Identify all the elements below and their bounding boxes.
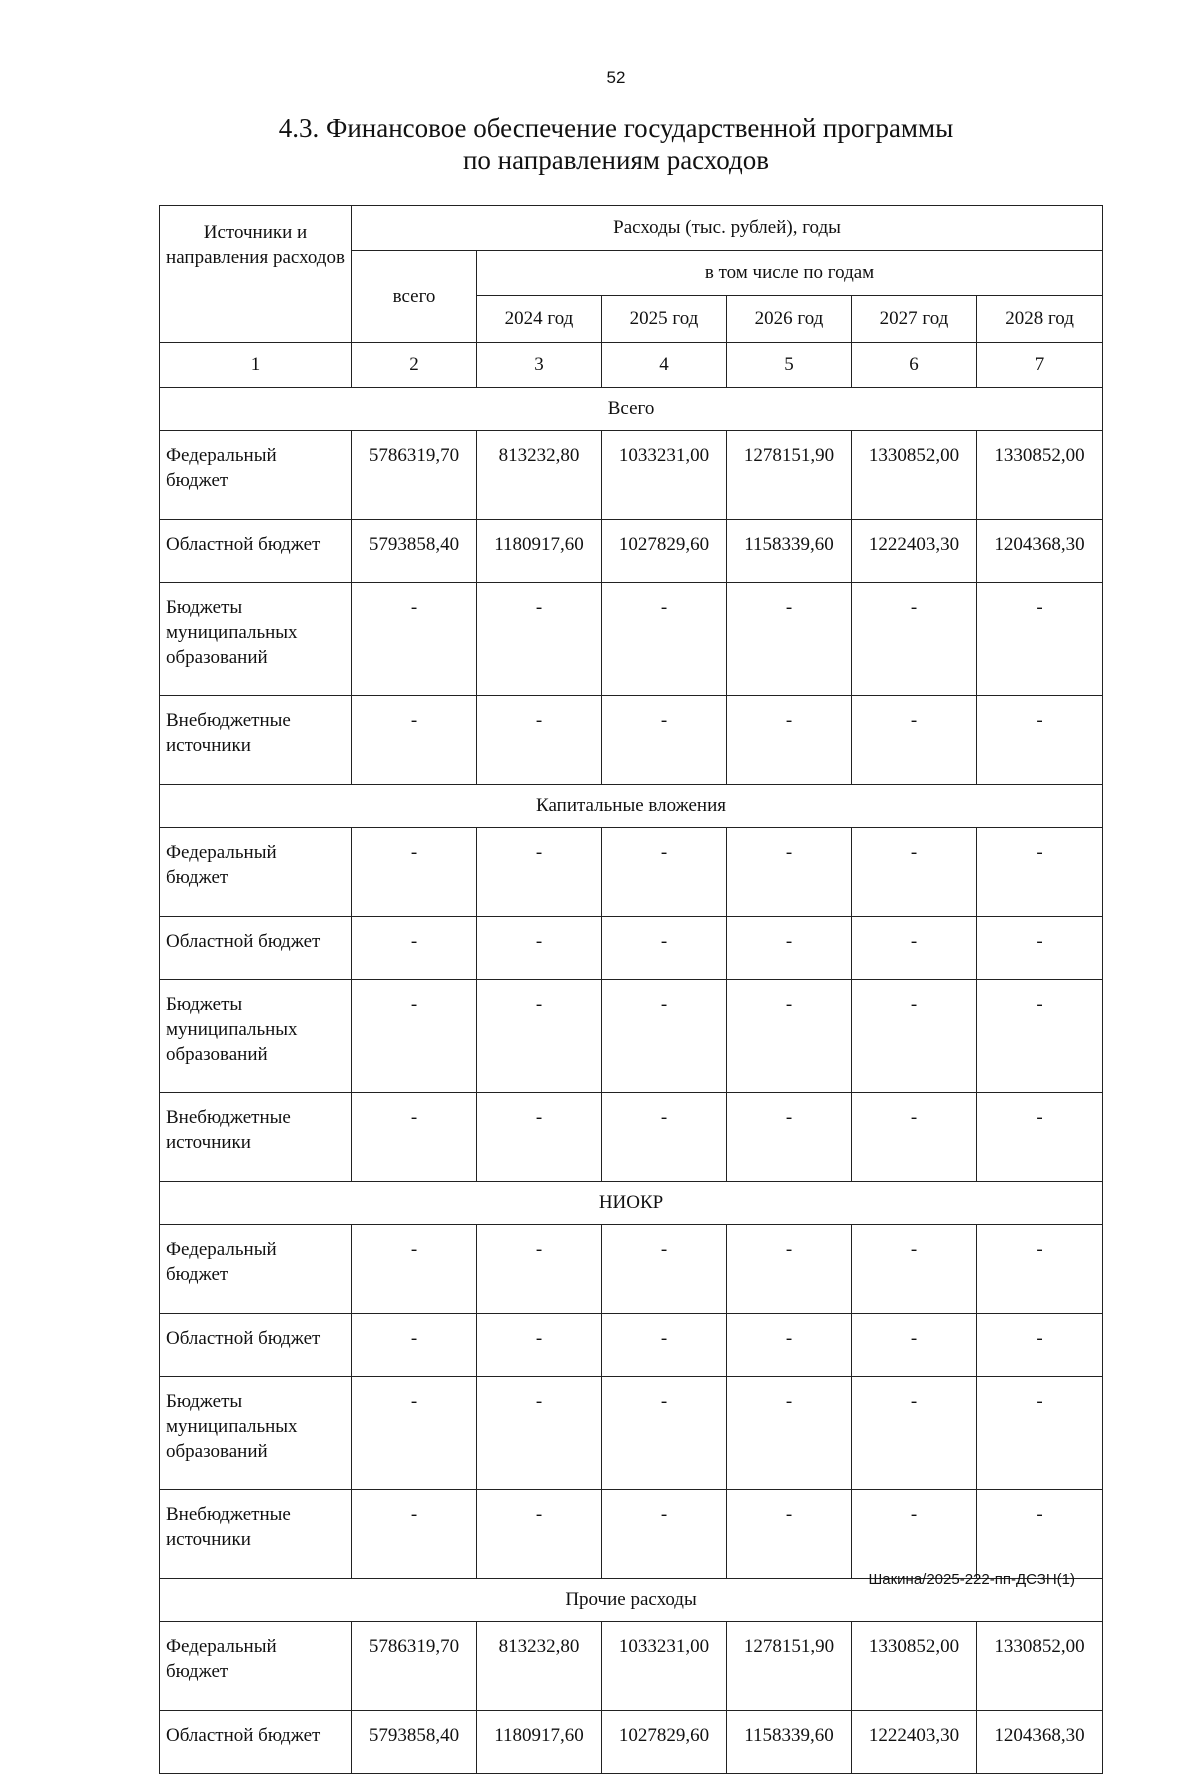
value-cell: -: [602, 1490, 727, 1579]
value-cell: -: [852, 1093, 977, 1182]
column-number: 5: [727, 343, 852, 388]
value-cell: 1330852,00: [852, 431, 977, 520]
value-cell: -: [477, 917, 602, 980]
value-cell: 1204368,30: [977, 1711, 1103, 1774]
value-cell: -: [477, 980, 602, 1093]
value-cell: -: [852, 1377, 977, 1490]
value-cell: -: [602, 696, 727, 785]
row-label: Областной бюджет: [160, 1711, 352, 1774]
value-cell: -: [477, 828, 602, 917]
section-title: Всего: [160, 388, 1103, 431]
value-cell: 1027829,60: [602, 520, 727, 583]
value-cell: -: [852, 1490, 977, 1579]
value-cell: 813232,80: [477, 431, 602, 520]
value-cell: -: [727, 1490, 852, 1579]
table-row: [160, 1093, 1103, 1182]
table-row: [160, 583, 1103, 696]
header-total: всего: [352, 251, 477, 343]
value-cell: 1204368,30: [977, 520, 1103, 583]
column-number: 4: [602, 343, 727, 388]
table-row: [160, 696, 1103, 785]
row-label: Областной бюджет: [160, 1314, 352, 1377]
value-cell: -: [727, 696, 852, 785]
section-header-row: [160, 785, 1103, 828]
value-cell: -: [852, 1314, 977, 1377]
section-header-row: [160, 388, 1103, 431]
value-cell: -: [352, 980, 477, 1093]
section-title: Прочие расходы: [160, 1579, 1103, 1622]
value-cell: -: [852, 917, 977, 980]
table-row: [160, 520, 1103, 583]
value-cell: -: [977, 1093, 1103, 1182]
value-cell: 1033231,00: [602, 1622, 727, 1711]
value-cell: -: [977, 1490, 1103, 1579]
value-cell: -: [852, 1225, 977, 1314]
column-number: 1: [160, 343, 352, 388]
value-cell: -: [602, 583, 727, 696]
value-cell: 1330852,00: [977, 431, 1103, 520]
value-cell: -: [727, 828, 852, 917]
financing-table: [159, 205, 1103, 1774]
value-cell: 1330852,00: [852, 1622, 977, 1711]
value-cell: -: [602, 917, 727, 980]
value-cell: -: [352, 1490, 477, 1579]
row-label: Областной бюджет: [160, 917, 352, 980]
value-cell: -: [727, 917, 852, 980]
row-label: Федеральный бюджет: [160, 1622, 352, 1711]
value-cell: -: [477, 696, 602, 785]
value-cell: -: [477, 583, 602, 696]
value-cell: 5793858,40: [352, 1711, 477, 1774]
value-cell: -: [477, 1377, 602, 1490]
value-cell: -: [852, 583, 977, 696]
page-title: [0, 112, 1200, 176]
table-row: [160, 917, 1103, 980]
column-number: 3: [477, 343, 602, 388]
column-number: 2: [352, 343, 477, 388]
value-cell: -: [352, 1314, 477, 1377]
value-cell: -: [977, 1377, 1103, 1490]
row-label: Внебюджетные источники: [160, 696, 352, 785]
value-cell: -: [352, 1225, 477, 1314]
value-cell: -: [977, 1225, 1103, 1314]
value-cell: -: [477, 1314, 602, 1377]
value-cell: 1222403,30: [852, 520, 977, 583]
value-cell: -: [977, 828, 1103, 917]
value-cell: -: [352, 917, 477, 980]
value-cell: -: [352, 828, 477, 917]
table-row: [160, 1622, 1103, 1711]
header-year: 2028 год: [977, 296, 1103, 343]
value-cell: -: [352, 1093, 477, 1182]
value-cell: 1278151,90: [727, 1622, 852, 1711]
header-sources: Источники и направления расходов: [160, 206, 352, 343]
document-footer-code: Шакина/2025-222-пп-ДСЗН(1): [868, 1571, 1075, 1588]
value-cell: -: [352, 583, 477, 696]
row-label: Федеральный бюджет: [160, 1225, 352, 1314]
value-cell: 5786319,70: [352, 1622, 477, 1711]
column-number: 7: [977, 343, 1103, 388]
column-number: 6: [852, 343, 977, 388]
value-cell: -: [602, 1225, 727, 1314]
page-number: 52: [606, 68, 626, 87]
section-title: Капитальные вложения: [160, 785, 1103, 828]
value-cell: -: [977, 583, 1103, 696]
header-year: 2027 год: [852, 296, 977, 343]
value-cell: 1330852,00: [977, 1622, 1103, 1711]
page-title-line-2: по направлениям расходов: [462, 145, 769, 175]
table-row: [160, 1377, 1103, 1490]
table-body: [160, 343, 1103, 1774]
row-label: Областной бюджет: [160, 520, 352, 583]
row-label: Бюджеты муниципальных образований: [160, 583, 352, 696]
value-cell: 1180917,60: [477, 520, 602, 583]
value-cell: -: [477, 1490, 602, 1579]
value-cell: 1158339,60: [727, 520, 852, 583]
value-cell: 5786319,70: [352, 431, 477, 520]
header-year: 2026 год: [727, 296, 852, 343]
header-by-years: в том числе по годам: [477, 251, 1103, 296]
table-row: [160, 431, 1103, 520]
value-cell: -: [602, 1093, 727, 1182]
value-cell: -: [977, 1314, 1103, 1377]
row-label: Федеральный бюджет: [160, 828, 352, 917]
value-cell: 813232,80: [477, 1622, 602, 1711]
section-header-row: [160, 1182, 1103, 1225]
table-row: [160, 1314, 1103, 1377]
value-cell: -: [977, 696, 1103, 785]
value-cell: -: [852, 980, 977, 1093]
value-cell: -: [727, 980, 852, 1093]
header-year: 2025 год: [602, 296, 727, 343]
table-row: [160, 1490, 1103, 1579]
value-cell: -: [977, 917, 1103, 980]
value-cell: -: [727, 583, 852, 696]
value-cell: 1222403,30: [852, 1711, 977, 1774]
value-cell: -: [602, 828, 727, 917]
value-cell: -: [602, 980, 727, 1093]
value-cell: -: [977, 980, 1103, 1093]
value-cell: 1027829,60: [602, 1711, 727, 1774]
value-cell: -: [352, 1377, 477, 1490]
value-cell: 1180917,60: [477, 1711, 602, 1774]
row-label: Федеральный бюджет: [160, 431, 352, 520]
value-cell: -: [352, 696, 477, 785]
value-cell: -: [727, 1225, 852, 1314]
value-cell: -: [602, 1377, 727, 1490]
value-cell: 1033231,00: [602, 431, 727, 520]
table-row: [160, 828, 1103, 917]
header-year: 2024 год: [477, 296, 602, 343]
row-label: Внебюджетные источники: [160, 1490, 352, 1579]
value-cell: 5793858,40: [352, 520, 477, 583]
value-cell: -: [852, 828, 977, 917]
value-cell: -: [727, 1377, 852, 1490]
value-cell: -: [602, 1314, 727, 1377]
value-cell: 1278151,90: [727, 431, 852, 520]
value-cell: 1158339,60: [727, 1711, 852, 1774]
header-expenses: Расходы (тыс. рублей), годы: [352, 206, 1103, 251]
value-cell: -: [477, 1093, 602, 1182]
table-row: [160, 1225, 1103, 1314]
value-cell: -: [852, 696, 977, 785]
column-numbers-row: [160, 343, 1103, 388]
section-title: НИОКР: [160, 1182, 1103, 1225]
page-title-line-1: 4.3. Финансовое обеспечение государственной программы: [278, 113, 954, 143]
value-cell: -: [727, 1093, 852, 1182]
table-row: [160, 1711, 1103, 1774]
row-label: Бюджеты муниципальных образований: [160, 980, 352, 1093]
value-cell: -: [727, 1314, 852, 1377]
row-label: Бюджеты муниципальных образований: [160, 1377, 352, 1490]
table-row: [160, 980, 1103, 1093]
row-label: Внебюджетные источники: [160, 1093, 352, 1182]
value-cell: -: [477, 1225, 602, 1314]
